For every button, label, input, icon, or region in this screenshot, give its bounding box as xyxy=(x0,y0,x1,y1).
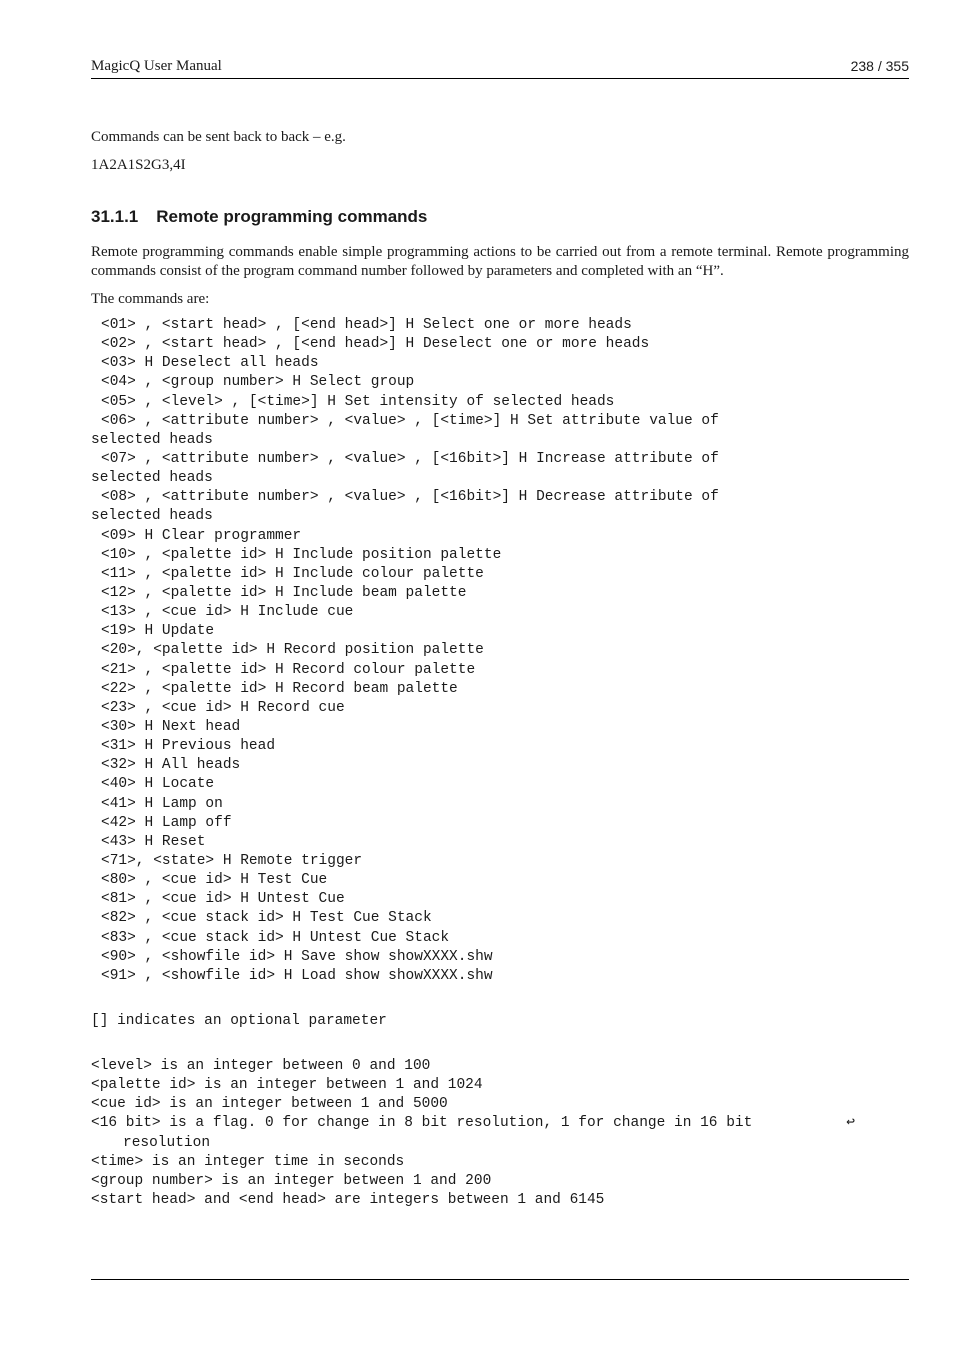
line-continuation-icon: ↩ xyxy=(846,1115,855,1132)
commands-intro: The commands are: xyxy=(91,291,210,307)
definition-time: <time> is an integer time in seconds xyxy=(91,1153,405,1170)
command-line: <43> H Reset xyxy=(101,833,206,850)
command-line: <01> , <start head> , [<end head>] H Select one or more heads xyxy=(101,317,632,333)
optional-note-block xyxy=(91,1012,909,1031)
footer-rule xyxy=(91,1279,909,1280)
command-line: <82> , <cue stack id> H Test Cue Stack xyxy=(101,910,432,927)
command-line: <22> , <palette id> H Record beam palette xyxy=(101,680,458,697)
command-line: <02> , <start head> , [<end head>] H Deselect one or more heads xyxy=(101,336,650,353)
command-line: <31> H Previous head xyxy=(101,738,276,755)
definition-level: <level> is an integer between 0 and 100 xyxy=(91,1058,431,1075)
page-header xyxy=(91,56,909,79)
optional-note: [] indicates an optional parameter xyxy=(91,1012,387,1029)
definition-group-number: <group number> is an integer between 1 and 200 xyxy=(91,1172,492,1189)
page-number: 238 / 355 xyxy=(850,58,909,74)
command-line: <03> H Deselect all heads xyxy=(101,355,319,372)
command-line: <19> H Update xyxy=(101,623,215,640)
command-line: <32> H All heads xyxy=(101,757,241,774)
definition-16bit-continued: resolution xyxy=(123,1134,211,1151)
section-number: 31.1.1 xyxy=(91,207,139,226)
definition-heads: <start head> and <end head> are integers between 1 and 6145 xyxy=(91,1192,605,1209)
command-line: <11> , <palette id> H Include colour palette xyxy=(101,565,484,582)
command-line: <90> , <showfile id> H Save show showXXXX.shw xyxy=(101,948,493,965)
command-line: <04> , <group number> H Select group xyxy=(101,374,415,391)
command-line: <05> , <level> , [<time>] H Set intensity of selected heads xyxy=(101,393,615,410)
command-line: <30> H Next head xyxy=(101,718,241,735)
command-list xyxy=(91,316,909,986)
spacer xyxy=(91,986,909,1012)
intro-paragraph: Commands can be sent back to back – e.g. xyxy=(91,129,346,145)
command-line: <09> H Clear programmer xyxy=(101,527,302,544)
command-line-wrap: selected heads xyxy=(91,470,213,487)
document-title: MagicQ User Manual xyxy=(91,58,222,74)
command-line-wrap: selected heads xyxy=(91,508,213,525)
command-line: <41> H Lamp on xyxy=(101,795,223,812)
command-line: <08> , <attribute number> , <value> , [<16bit>] H Decrease attribute of xyxy=(101,489,719,506)
spacer xyxy=(91,1031,909,1057)
command-line: <06> , <attribute number> , <value> , [<time>] H Set attribute value of xyxy=(101,412,719,429)
command-line: <40> H Locate xyxy=(101,776,215,793)
definition-16bit-text: <16 bit> is a flag. 0 for change in 8 bit resolution, 1 for change in 16 bit xyxy=(91,1115,753,1132)
command-line: <91> , <showfile id> H Load show showXXXX.shw xyxy=(101,967,493,984)
command-line-wrap: selected heads xyxy=(91,431,213,448)
command-line: <81> , <cue id> H Untest Cue xyxy=(101,891,345,908)
definition-16bit xyxy=(91,1114,909,1133)
section-title: Remote programming commands xyxy=(156,207,428,226)
command-line: <83> , <cue stack id> H Untest Cue Stack xyxy=(101,929,450,946)
example-command: 1A2A1S2G3,4I xyxy=(91,157,186,173)
command-line: <13> , <cue id> H Include cue xyxy=(101,604,354,621)
definition-palette-id: <palette id> is an integer between 1 and 1024 xyxy=(91,1077,483,1094)
definition-cue-id: <cue id> is an integer between 1 and 5000 xyxy=(91,1096,448,1113)
command-line: <71>, <state> H Remote trigger xyxy=(101,852,363,869)
command-line: <21> , <palette id> H Record colour palette xyxy=(101,661,476,678)
command-line: <10> , <palette id> H Include position palette xyxy=(101,546,502,563)
command-line: <23> , <cue id> H Record cue xyxy=(101,699,345,716)
command-line: <42> H Lamp off xyxy=(101,814,232,831)
command-line: <80> , <cue id> H Test Cue xyxy=(101,872,328,889)
command-line: <20>, <palette id> H Record position palette xyxy=(101,642,484,659)
command-line: <07> , <attribute number> , <value> , [<16bit>] H Increase attribute of xyxy=(101,450,719,467)
definition-list xyxy=(91,1057,909,1210)
section-heading xyxy=(91,207,909,227)
page-content xyxy=(91,128,909,1210)
command-line: <12> , <palette id> H Include beam palette xyxy=(101,584,467,601)
section-description: Remote programming commands enable simple programming actions to be carried out from a remote terminal. Remote programming commands consist of the program command number followed by parameters and completed with an “H”. xyxy=(91,244,909,279)
